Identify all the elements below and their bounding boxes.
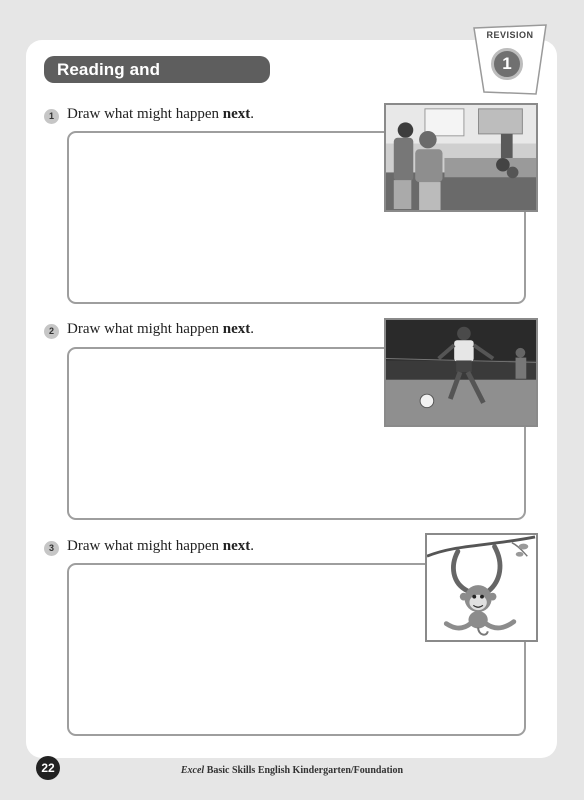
question-prompt-1 [67,106,254,123]
prompt-end: . [250,321,255,337]
revision-number: 1 [491,48,523,80]
prompt-text: Draw what might happen [67,106,223,122]
section-title: Reading and Comprehension [44,56,270,83]
prompt-text: Draw what might happen [67,321,223,337]
prompt-end: . [250,106,255,122]
prompt-emphasis: next [222,321,251,337]
revision-badge [472,24,548,96]
prompt-emphasis: next [222,538,251,554]
soccer-photo-icon [384,318,538,427]
footer-brand: Excel [180,765,205,776]
question-number-2: 2 [44,324,59,339]
question-number-3: 3 [44,541,59,556]
kitchen-photo-icon [384,103,538,212]
prompt-end: . [250,538,255,554]
page-number: 22 [36,756,60,780]
prompt-emphasis: next [222,106,251,122]
question-number-1: 1 [44,109,59,124]
footer-text: Basic Skills English Kindergarten/Foundation [204,765,404,776]
monkey-drawing-icon [425,533,538,642]
revision-label: REVISION [486,30,534,40]
question-prompt-3 [67,538,254,555]
prompt-text: Draw what might happen [67,538,223,554]
question-prompt-2 [67,321,254,338]
footer-credit [0,765,584,776]
